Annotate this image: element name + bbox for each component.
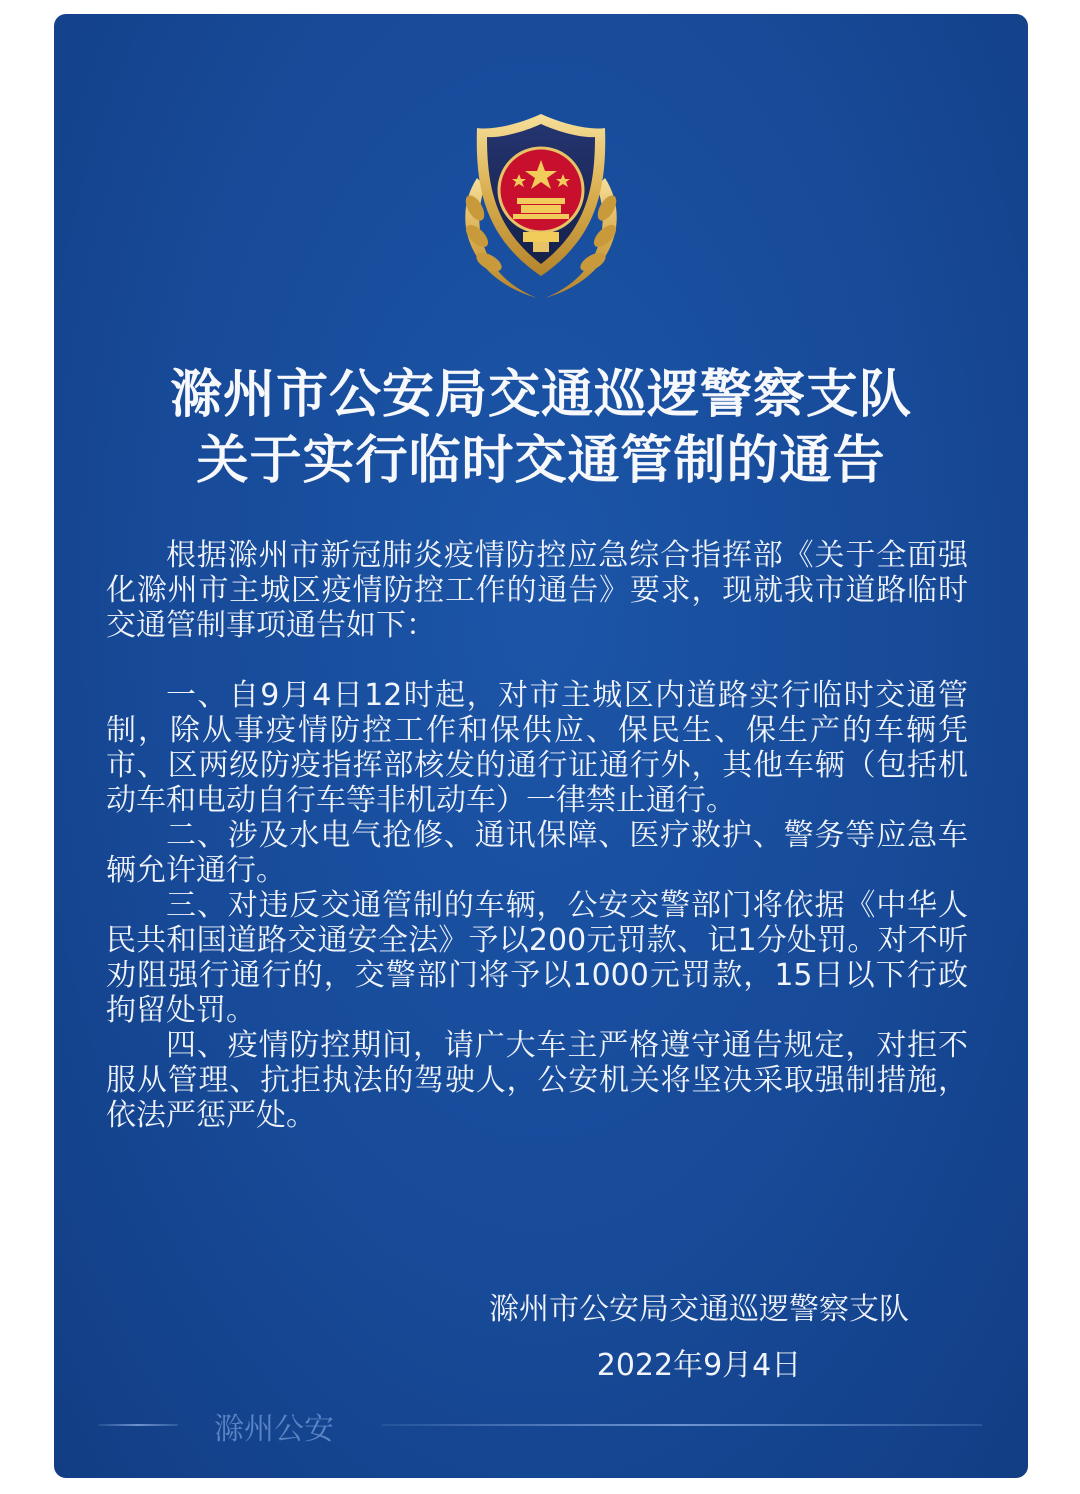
police-badge-icon bbox=[447, 108, 635, 304]
body-paragraph-2: 二、涉及水电气抢修、通讯保障、医疗救护、警务等应急车辆允许通行。 bbox=[106, 818, 968, 888]
body-paragraph-intro: 根据滁州市新冠肺炎疫情防控应急综合指挥部《关于全面强化滁州市主城区疫情防控工作的通告》要求，现就我市道路临时交通管制事项通告如下： bbox=[106, 538, 968, 643]
notice-body bbox=[106, 538, 968, 1133]
notice-title-line2: 关于实行临时交通管制的通告 bbox=[196, 431, 886, 491]
footer-brand: 滁州公安 bbox=[214, 1412, 334, 1447]
body-paragraph-1: 一、自9月4日12时起，对市主城区内道路实行临时交通管制，除从事疫情防控工作和保供应、保民生、保生产的车辆凭市、区两级防疫指挥部核发的通行证通行外，其他车辆（包括机动车和电动自行车等非机动车）一律禁止通行。 bbox=[106, 678, 968, 818]
notice-card bbox=[54, 14, 1028, 1478]
signature-date: 2022年9月4日 bbox=[596, 1348, 802, 1383]
notice-title-line1: 滁州市公安局交通巡逻警察支队 bbox=[169, 365, 912, 425]
body-paragraph-3: 三、对违反交通管制的车辆，公安交警部门将依据《中华人民共和国道路交通安全法》予以200元罚款、记1分处罚。对不听劝阻强行通行的，交警部门将予以1000元罚款，15日以下行政拘留处罚。 bbox=[106, 888, 968, 1028]
footer-divider-left bbox=[98, 1424, 178, 1426]
body-paragraph-4: 四、疫情防控期间，请广大车主严格遵守通告规定，对拒不服从管理、抗拒执法的驾驶人，公安机关将坚决采取强制措施，依法严惩严处。 bbox=[106, 1028, 968, 1133]
signature-organization: 滁州市公安局交通巡逻警察支队 bbox=[489, 1292, 909, 1327]
footer-divider-right bbox=[382, 1424, 982, 1426]
